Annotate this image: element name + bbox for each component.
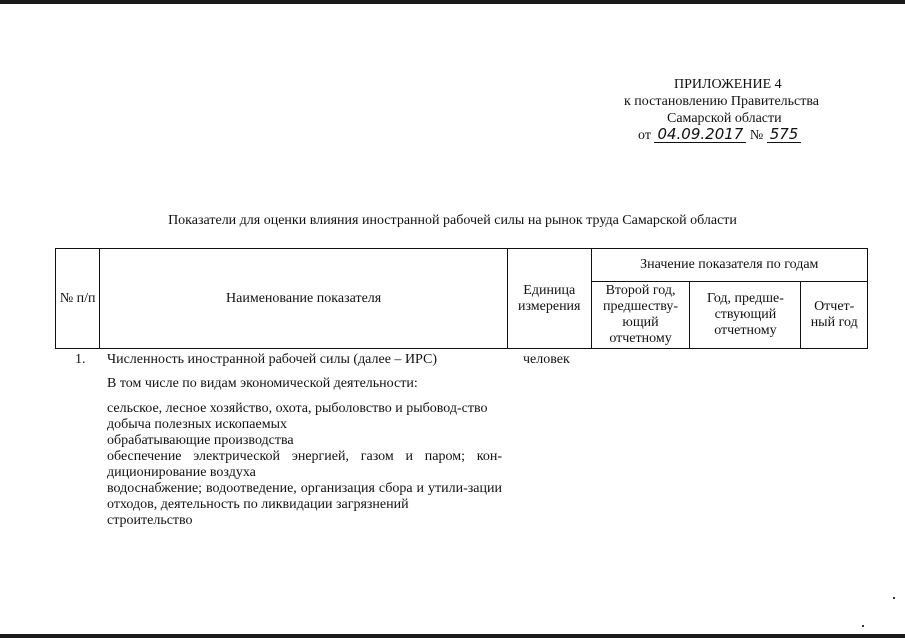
scan-speck: [893, 597, 895, 599]
appendix-line-resolution: к постановлению Правительства: [624, 94, 820, 109]
row-1-unit: человек: [523, 352, 570, 367]
activity-item: обрабатывающие производства: [107, 433, 294, 448]
activity-item: сельское, лесное хозяйство, охота, рыболовство и рыбовод-ство: [107, 401, 488, 416]
appendix-date-line: [600, 127, 880, 144]
scan-speck: [862, 625, 864, 627]
number-prefix: №: [749, 128, 764, 143]
document-title: Показатели для оценки влияния иностранной рабочей силы на рынок труда Самарской области: [168, 213, 737, 228]
appendix-block: [600, 76, 880, 144]
activity-item: обеспечение электрической энергией, газом и паром; кон-диционирование воздуха: [107, 449, 502, 480]
scan-edge-top: [0, 0, 905, 4]
header-num: № п/п: [56, 249, 100, 349]
header-year-minus1: Год, предше-ствующий отчетному: [690, 282, 801, 349]
handwritten-date: 04.09.2017: [654, 127, 746, 143]
row-1-text: [107, 352, 502, 529]
activity-item: добыча полезных ископаемых: [107, 417, 287, 432]
row-1-name: Численность иностранной рабочей силы (далее – ИРС): [107, 352, 438, 367]
activity-item: строительство: [107, 513, 193, 528]
header-unit: Единица измерения: [507, 249, 591, 349]
row-1-number: 1.: [75, 352, 86, 367]
indicators-table: [55, 248, 868, 349]
date-prefix: от: [638, 128, 651, 143]
header-year-report: Отчет-ный год: [801, 282, 868, 349]
appendix-title: ПРИЛОЖЕНИЕ 4: [674, 77, 782, 92]
scan-edge-bottom: [0, 634, 905, 638]
activity-item: водоснабжение; водоотведение, организация сбора и утили-зации отходов, деятельность по ликвидации загрязнений: [107, 481, 502, 512]
row-1-subheading: В том числе по видам экономической деятельности:: [107, 376, 418, 391]
appendix-line-region: Самарской области: [667, 111, 782, 126]
header-name: Наименование показателя: [100, 249, 508, 349]
handwritten-number: 575: [767, 127, 802, 143]
header-values-group: Значение показателя по годам: [591, 249, 867, 282]
header-year-minus2: Второй год, предшеству-ющий отчетному: [591, 282, 690, 349]
